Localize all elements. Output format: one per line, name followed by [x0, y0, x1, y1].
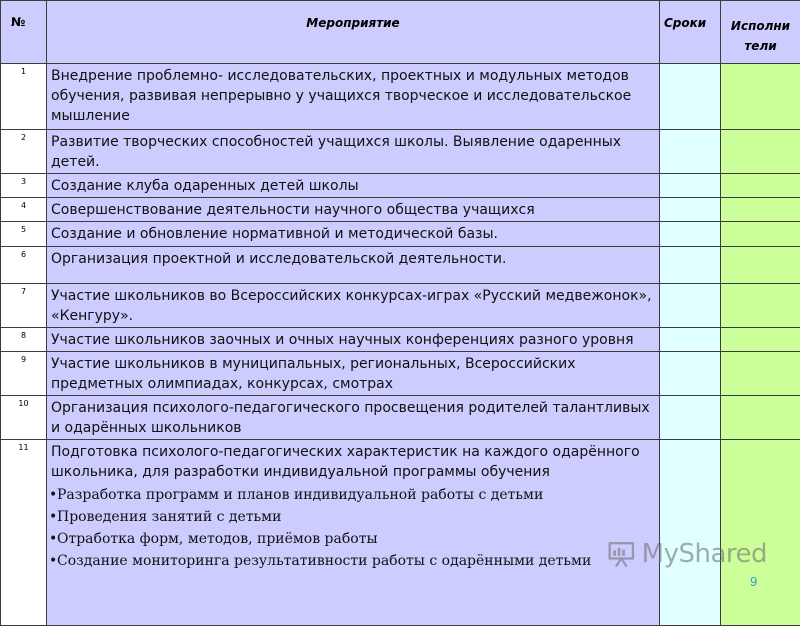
table-row — [1, 64, 800, 130]
row-event-text: Развитие творческих способностей учащихся школы. Выявление одаренных детей. — [47, 130, 660, 174]
row-number: 11 — [1, 440, 47, 626]
row-executors-cell — [721, 64, 800, 130]
row-event-cell — [47, 440, 660, 626]
presentation-board-icon — [607, 538, 636, 570]
row-event-text: Подготовка психолого-педагогических характеристик на каждого одарённого школьника, для разработки индивидуальной программы обучения — [51, 442, 655, 482]
row-term-cell — [660, 396, 721, 440]
table-row — [1, 130, 800, 174]
header-num: № — [1, 1, 47, 64]
list-item: • Создание мониторинга результативности работы с одарёнными детьми — [51, 550, 655, 572]
row-term-cell — [660, 247, 721, 284]
row-number: 1 — [1, 64, 47, 130]
row-number: 2 — [1, 130, 47, 174]
row-executors-cell — [721, 396, 800, 440]
row-event-text: Участие школьников в муниципальных, региональных, Всероссийских предметных олимпиадах, конкурсах, смотрах — [47, 352, 660, 396]
row-term-cell — [660, 222, 721, 247]
table-row — [1, 352, 800, 396]
watermark-text: MyShared — [642, 539, 767, 569]
row-event-text: Организация проектной и исследовательской деятельности. — [47, 247, 660, 284]
row-term-cell — [660, 328, 721, 352]
row-term-cell — [660, 130, 721, 174]
row-event-text: Участие школьников во Всероссийских конкурсах-играх «Русский медвежонок», «Кенгуру». — [47, 284, 660, 328]
header-executors: Исполни тели — [721, 1, 800, 64]
row-number: 9 — [1, 352, 47, 396]
list-item: • Разработка программ и планов индивидуальной работы с детьми — [51, 484, 655, 506]
header-event: Мероприятие — [47, 1, 660, 64]
list-item: • Проведения занятий с детьми — [51, 506, 655, 528]
table-row — [1, 174, 800, 198]
row-number: 3 — [1, 174, 47, 198]
row-executors-cell — [721, 352, 800, 396]
table-row — [1, 328, 800, 352]
row-executors-cell — [721, 284, 800, 328]
row-event-text: Внедрение проблемно- исследовательских, проектных и модульных методов обучения, развивая непрерывно у учащихся творческое и исследовательское мышление — [47, 64, 660, 130]
table-header-row — [1, 1, 800, 64]
row-executors-cell — [721, 328, 800, 352]
row-executors-cell — [721, 198, 800, 222]
row-executors-cell — [721, 440, 800, 626]
list-item: • Отработка форм, методов, приёмов работы — [51, 528, 655, 550]
table-row — [1, 284, 800, 328]
table-row — [1, 198, 800, 222]
watermark — [607, 534, 767, 574]
row-number: 6 — [1, 247, 47, 284]
row-number: 7 — [1, 284, 47, 328]
row-number: 5 — [1, 222, 47, 247]
row-term-cell — [660, 284, 721, 328]
bullet-icon: • — [49, 506, 57, 528]
row-executors-cell — [721, 174, 800, 198]
row-number: 10 — [1, 396, 47, 440]
table-row — [1, 222, 800, 247]
bullet-icon: • — [49, 484, 57, 506]
row-term-cell — [660, 352, 721, 396]
bullet-icon: • — [49, 528, 57, 550]
subitem-list — [51, 484, 655, 572]
page-number: 9 — [750, 574, 757, 589]
row-number: 4 — [1, 198, 47, 222]
table-row — [1, 247, 800, 284]
table-row — [1, 440, 800, 626]
row-event-text: Создание и обновление нормативной и методической базы. — [47, 222, 660, 247]
row-event-text: Участие школьников заочных и очных научных конференциях разного уровня — [47, 328, 660, 352]
row-event-text: Создание клуба одаренных детей школы — [47, 174, 660, 198]
row-event-text: Совершенствование деятельности научного общества учащихся — [47, 198, 660, 222]
row-executors-cell — [721, 222, 800, 247]
row-executors-cell — [721, 130, 800, 174]
row-executors-cell — [721, 247, 800, 284]
row-event-text: Организация психолого-педагогического просвещения родителей талантливых и одарённых школьников — [47, 396, 660, 440]
row-number: 8 — [1, 328, 47, 352]
row-term-cell — [660, 440, 721, 626]
row-term-cell — [660, 174, 721, 198]
row-term-cell — [660, 198, 721, 222]
row-term-cell — [660, 64, 721, 130]
table-row — [1, 396, 800, 440]
bullet-icon: • — [49, 550, 57, 572]
header-term: Сроки — [660, 1, 721, 64]
